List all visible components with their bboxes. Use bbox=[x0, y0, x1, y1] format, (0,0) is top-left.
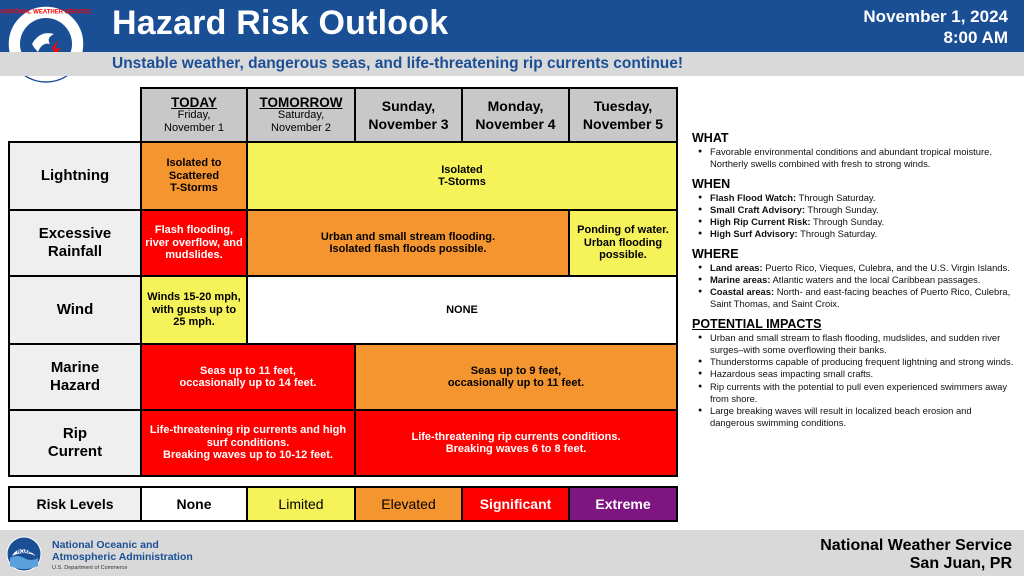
row-label-text: Rainfall bbox=[47, 243, 103, 260]
noaa-name-line: Atmospheric Administration bbox=[52, 550, 193, 563]
issued-date: November 1, 2024 bbox=[863, 7, 1008, 26]
rip-near-term-cell bbox=[140, 409, 356, 477]
list-item bbox=[692, 356, 1014, 368]
legend-label bbox=[8, 486, 142, 522]
row-label-text: Lightning bbox=[40, 167, 110, 184]
day-header-date: Saturday, bbox=[277, 108, 325, 121]
list-item bbox=[692, 228, 1014, 240]
legend-limited bbox=[246, 486, 356, 522]
page-title: Hazard Risk Outlook bbox=[112, 4, 449, 42]
day-header-label: TOMORROW bbox=[259, 94, 343, 110]
list-item bbox=[692, 216, 1014, 228]
details-panel bbox=[692, 132, 1014, 429]
cell-text: Winds 15-20 mph, bbox=[147, 291, 241, 304]
cell-text: Breaking waves up to 10-12 feet. bbox=[163, 449, 333, 462]
office-line: National Weather Service bbox=[820, 537, 1012, 554]
cell-text: possible. bbox=[599, 249, 647, 262]
row-label-text: Marine bbox=[50, 359, 100, 376]
lightning-outlook-cell bbox=[246, 141, 678, 211]
cell-text: Life-threatening rip currents conditions. bbox=[411, 430, 621, 443]
row-label-text: Current bbox=[47, 443, 103, 460]
day-header-label: Tuesday, bbox=[593, 98, 653, 114]
item-text: Through Sunday. bbox=[810, 216, 885, 228]
row-label-text: Hazard bbox=[49, 377, 101, 394]
marine-outlook-cell bbox=[354, 343, 678, 411]
cell-text: Isolated to bbox=[166, 157, 222, 170]
day-header-date: November 1 bbox=[164, 121, 224, 134]
cell-text: Ponding of water. bbox=[577, 224, 669, 237]
legend-text: Significant bbox=[479, 496, 552, 512]
issued-time: 8:00 AM bbox=[943, 28, 1008, 47]
row-label-rip-current bbox=[8, 409, 142, 477]
cell-text: Scattered bbox=[168, 169, 220, 182]
cell-text: Flash flooding, bbox=[154, 224, 234, 237]
row-label-marine bbox=[8, 343, 142, 411]
cell-text: T-Storms bbox=[438, 176, 486, 188]
row-label-wind bbox=[8, 275, 142, 345]
cell-text: 25 mph. bbox=[173, 316, 215, 329]
legend-significant bbox=[461, 486, 570, 522]
item-text: Through Saturday. bbox=[796, 191, 876, 203]
list-item bbox=[692, 405, 1014, 429]
legend-none bbox=[140, 486, 248, 522]
day-header-monday bbox=[461, 87, 570, 143]
cell-text: NONE bbox=[446, 303, 478, 316]
cell-text: Isolated flash floods possible. bbox=[329, 243, 487, 255]
legend-label-text: Risk Levels bbox=[36, 496, 114, 512]
page-subtitle: Unstable weather, dangerous seas, and life-threatening rip currents continue! bbox=[112, 55, 684, 72]
day-header-date: November 4 bbox=[475, 116, 556, 132]
wind-today-cell bbox=[140, 275, 248, 345]
list-item bbox=[692, 286, 1014, 310]
cell-text: surf conditions. bbox=[206, 436, 290, 449]
item-text: Thunderstorms capable of producing frequent lightning and strong winds. bbox=[710, 356, 1014, 368]
item-bold: High Surf Advisory: bbox=[710, 228, 798, 240]
day-header-label: Sunday, bbox=[381, 98, 436, 114]
item-text: Rip currents with the potential to pull even experienced swimmers away from shore. bbox=[710, 380, 1008, 404]
office-name bbox=[820, 537, 1012, 573]
marine-near-term-cell bbox=[140, 343, 356, 411]
legend-extreme bbox=[568, 486, 678, 522]
cell-text: Urban flooding bbox=[583, 236, 663, 249]
item-bold: Coastal areas: bbox=[710, 286, 775, 298]
impacts-heading: POTENTIAL IMPACTS bbox=[692, 316, 822, 331]
row-label-text: Rip bbox=[62, 425, 88, 442]
list-item bbox=[692, 146, 1014, 170]
noaa-logo-text: NOAA bbox=[16, 549, 32, 555]
rainfall-today-cell bbox=[140, 209, 248, 277]
row-label-text: Wind bbox=[56, 301, 94, 318]
item-text: Puerto Rico, Vieques, Culebra, and the U.S. Virgin Islands. bbox=[762, 261, 1010, 273]
when-heading: WHEN bbox=[692, 176, 731, 191]
item-text: Hazardous seas impacting small crafts. bbox=[710, 368, 874, 380]
rainfall-outlook-cell bbox=[246, 209, 570, 277]
item-text: Through Sunday. bbox=[805, 204, 879, 216]
list-item bbox=[692, 274, 1014, 286]
noaa-name-line: National Oceanic and bbox=[52, 539, 159, 551]
day-header-date: November 5 bbox=[582, 116, 664, 132]
cell-text: occasionally up to 11 feet. bbox=[447, 377, 585, 389]
cell-text: with gusts up to bbox=[151, 303, 237, 316]
list-item bbox=[692, 192, 1014, 204]
noaa-logo-icon bbox=[6, 536, 42, 572]
list-item bbox=[692, 204, 1014, 216]
item-bold: Flash Flood Watch: bbox=[710, 191, 797, 203]
day-header-label: Monday, bbox=[487, 98, 544, 114]
noaa-name bbox=[52, 540, 193, 575]
cell-text: T-Storms bbox=[170, 182, 218, 195]
day-header-date: November 3 bbox=[368, 116, 449, 132]
cell-text: river overflow, and bbox=[145, 236, 243, 249]
nws-logo-text: NATIONAL WEATHER SERVICE bbox=[1, 9, 91, 16]
lightning-today-cell bbox=[140, 141, 248, 211]
day-header-tuesday bbox=[568, 87, 678, 143]
rip-outlook-cell bbox=[354, 409, 678, 477]
legend-elevated bbox=[354, 486, 463, 522]
cell-text: Isolated bbox=[441, 163, 483, 176]
where-heading: WHERE bbox=[692, 246, 739, 261]
list-item bbox=[692, 381, 1014, 405]
item-bold: Small Craft Advisory: bbox=[710, 204, 805, 216]
cell-text: Urban and small stream flooding. bbox=[320, 230, 496, 243]
item-text: Urban and small stream to flash flooding, mudslides, and sudden river surges–with some overflowing their banks. bbox=[710, 331, 1001, 356]
cell-text: Life-threatening rip currents and high bbox=[149, 424, 347, 437]
cell-text: occasionally up to 14 feet. bbox=[179, 377, 317, 389]
day-header-today bbox=[140, 87, 248, 143]
item-text: North- and east-facing beaches of Puerto Rico, Culebra, Saint Thomas, and Saint Croix. bbox=[710, 286, 1011, 310]
item-text: Large breaking waves will result in localized beach erosion and dangerous swimming conditions. bbox=[710, 405, 972, 429]
list-item bbox=[692, 332, 1014, 356]
list-item bbox=[692, 262, 1014, 274]
day-header-sunday bbox=[354, 87, 463, 143]
issued-datetime bbox=[863, 6, 1008, 48]
item-text: Atlantic waters and the local Caribbean passages. bbox=[770, 274, 981, 286]
cell-text: Seas up to 9 feet, bbox=[470, 364, 562, 377]
legend-text: Elevated bbox=[381, 496, 436, 512]
day-header-date: Friday, bbox=[177, 108, 211, 121]
row-label-text: Excessive bbox=[38, 225, 112, 242]
row-label-rainfall bbox=[8, 209, 142, 277]
item-text: Through Saturday. bbox=[797, 228, 878, 240]
day-header-date: November 2 bbox=[271, 121, 331, 134]
cell-text: mudslides. bbox=[165, 249, 223, 262]
list-item bbox=[692, 368, 1014, 380]
day-header-tomorrow bbox=[246, 87, 356, 143]
day-header-label: TODAY bbox=[171, 94, 217, 110]
item-bold: Land areas: bbox=[710, 261, 763, 273]
what-heading: WHAT bbox=[692, 131, 729, 145]
legend-text: Extreme bbox=[595, 496, 651, 512]
item-bold: Marine areas: bbox=[710, 274, 771, 286]
cell-text: Seas up to 11 feet, bbox=[200, 364, 296, 377]
item-text: Favorable environmental conditions and abundant tropical moisture. Northerly swells combined with fresh to strong winds. bbox=[710, 146, 992, 170]
item-bold: High Rip Current Risk: bbox=[710, 216, 811, 228]
office-line: San Juan, PR bbox=[909, 555, 1012, 572]
wind-outlook-cell bbox=[246, 275, 678, 345]
rainfall-tuesday-cell bbox=[568, 209, 678, 277]
row-label-lightning bbox=[8, 141, 142, 211]
noaa-department: U.S. Department of Commerce bbox=[52, 565, 128, 571]
cell-text: Breaking waves 6 to 8 feet. bbox=[445, 443, 587, 455]
legend-text: None bbox=[176, 496, 212, 512]
legend-text: Limited bbox=[278, 496, 324, 512]
